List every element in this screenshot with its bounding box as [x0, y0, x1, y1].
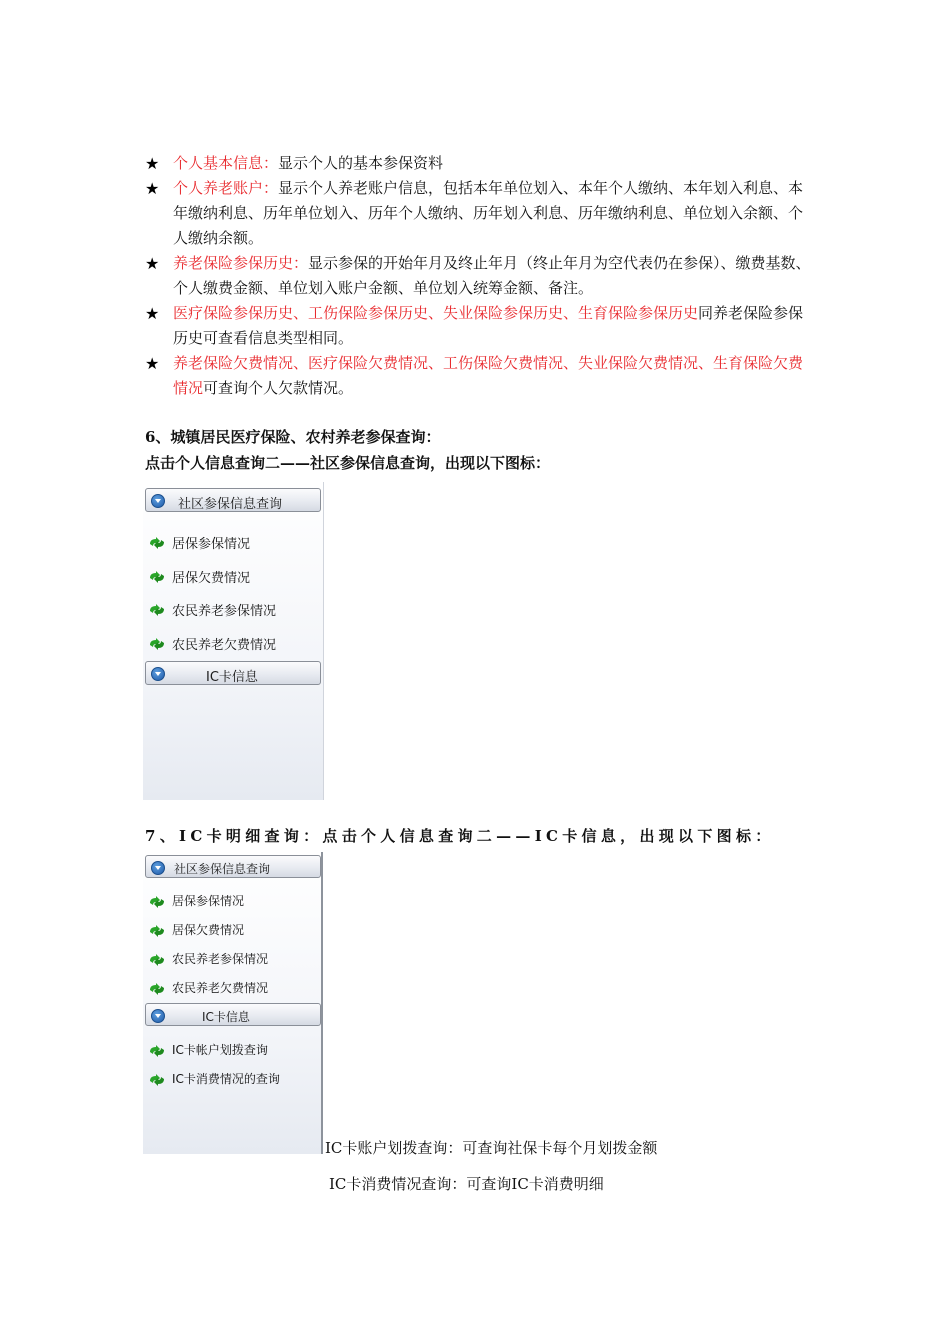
menu-item-label: IC卡消费情况的查询	[172, 1072, 280, 1086]
collapse-icon	[151, 667, 165, 681]
refresh-icon	[148, 982, 166, 996]
menu-item-label: 农民养老参保情况	[172, 952, 269, 966]
bullet-arrears	[145, 351, 815, 401]
header-label: IC卡信息	[202, 1010, 250, 1024]
header-label: 社区参保信息查询	[174, 862, 271, 876]
bullet-term: 个人养老账户：	[173, 179, 279, 197]
collapse-icon	[151, 1009, 165, 1023]
bullet-description: 可查询个人欠款情况。	[203, 379, 354, 397]
note-ic-account-transfer: IC卡账户划拨查询：可查询社保卡每个月划拨金额	[325, 1139, 658, 1157]
star-icon: ★	[145, 254, 160, 273]
bullet-description: 显示参保的开始年月及终止年月（终止年月为空代表仍在参保）、缴费基数、个人缴费金额、单位划入账户金额、单位划入统筹金额、备注。	[173, 254, 811, 297]
refresh-icon	[148, 953, 166, 967]
note-ic-consumption: IC卡消费情况查询：可查询IC卡消费明细	[329, 1175, 604, 1193]
refresh-icon	[148, 536, 166, 550]
menu-item-label: 居保参保情况	[172, 537, 251, 552]
star-icon: ★	[145, 304, 160, 323]
menu-item-label: 农民养老欠费情况	[172, 638, 277, 653]
star-icon: ★	[145, 179, 160, 198]
star-icon: ★	[145, 354, 160, 373]
community-insurance-header[interactable]	[145, 855, 321, 878]
menu-item-label: 农民养老欠费情况	[172, 981, 269, 995]
bullet-term: 养老保险欠费情况、医疗保险欠费情况、工伤保险欠费情况、失业保险欠费情况、生育保险欠费情况	[173, 354, 804, 397]
bullet-pension-account	[145, 176, 815, 251]
menu-item-label: 居保欠费情况	[172, 923, 245, 937]
ic-card-header[interactable]	[145, 661, 321, 685]
collapse-icon	[151, 861, 165, 875]
refresh-icon	[148, 895, 166, 909]
bullet-description: 显示个人养老账户信息，包括本年单位划入、本年个人缴纳、本年划入利息、本年缴纳利息、历年单位划入、历年个人缴纳、历年划入利息、历年缴纳利息、单位划入余额、个人缴纳余额。	[173, 179, 804, 247]
menu-item-label: IC卡帐户划拨查询	[172, 1043, 268, 1057]
section-7-title: 7、IC卡明细查询：点击个人信息查询二——IC卡信息，出现以下图标：	[145, 827, 775, 845]
refresh-icon	[148, 570, 166, 584]
bullet-description: 显示个人的基本参保资料	[278, 154, 444, 172]
community-insurance-panel	[143, 482, 324, 800]
menu-item-label: 居保参保情况	[172, 894, 245, 908]
bullet-term: 医疗保险参保历史、工伤保险参保历史、失业保险参保历史、生育保险参保历史	[173, 304, 699, 322]
bullet-term: 养老保险参保历史：	[173, 254, 309, 272]
refresh-icon	[148, 637, 166, 651]
bullet-other-insurance-history	[145, 301, 815, 351]
bullet-pension-history	[145, 251, 815, 301]
bullet-personal-basic-info	[145, 151, 815, 176]
refresh-icon	[148, 1044, 166, 1058]
star-icon: ★	[145, 154, 160, 173]
bullet-term: 个人基本信息：	[173, 154, 279, 172]
menu-item-label: 居保欠费情况	[172, 571, 251, 586]
header-label: IC卡信息	[206, 670, 258, 685]
ic-card-panel	[143, 852, 323, 1154]
refresh-icon	[148, 603, 166, 617]
refresh-icon	[148, 1073, 166, 1087]
community-insurance-header[interactable]	[145, 488, 321, 512]
refresh-icon	[148, 924, 166, 938]
bullet-description: 同养老保险参保历史可查看信息类型相同。	[173, 304, 804, 347]
ic-card-header[interactable]	[145, 1003, 321, 1026]
collapse-icon	[151, 494, 165, 508]
section-6-title: 6、城镇居民医疗保险、农村养老参保查询：	[145, 428, 441, 446]
header-label: 社区参保信息查询	[178, 497, 283, 512]
section-6-instruction: 点击个人信息查询二——社区参保信息查询，出现以下图标：	[145, 454, 551, 472]
bullet-list	[145, 151, 815, 401]
menu-item-label: 农民养老参保情况	[172, 604, 277, 619]
